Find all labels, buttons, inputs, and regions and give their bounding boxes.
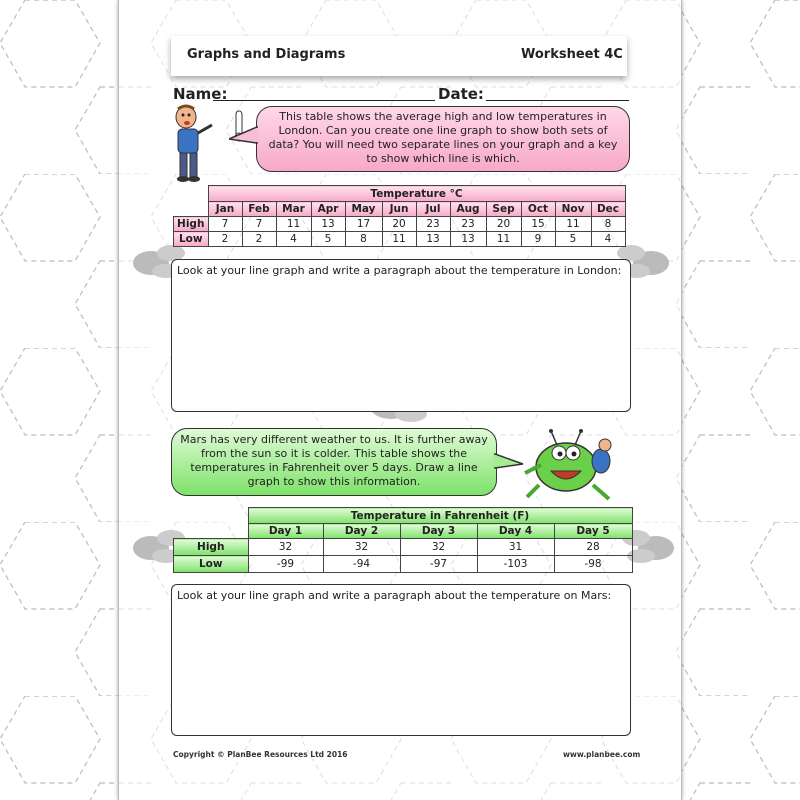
mars-temperature-table <box>173 507 633 573</box>
table-cell: 20 <box>382 217 416 232</box>
worksheet-number: Worksheet 4C <box>521 47 623 62</box>
table-cell: 13 <box>450 232 486 247</box>
date-field[interactable] <box>486 100 629 101</box>
name-label: Name: <box>173 85 228 103</box>
month-header: Feb <box>242 202 276 217</box>
website-text: www.planbee.com <box>563 750 641 759</box>
table-cell: 11 <box>555 217 591 232</box>
prompt-line: Mars has very different weather to us. It is further away <box>180 433 488 446</box>
table-cell: 11 <box>382 232 416 247</box>
copyright-text: Copyright © PlanBee Resources Ltd 2016 <box>173 750 348 759</box>
prompt-line: data? You will need two separate lines on your graph and a key <box>268 138 618 151</box>
mars-answer-box[interactable] <box>171 584 631 736</box>
table-cell: 13 <box>416 232 450 247</box>
prompt-line: temperatures in Fahrenheit over 5 days. Draw a line <box>190 461 478 474</box>
table-cell: 11 <box>276 217 311 232</box>
table-cell: 7 <box>242 217 276 232</box>
month-header: May <box>345 202 382 217</box>
table-cell: 4 <box>276 232 311 247</box>
table-cell: 28 <box>554 539 632 556</box>
month-header: Oct <box>521 202 555 217</box>
table-cell: 23 <box>416 217 450 232</box>
table-cell: -98 <box>554 556 632 573</box>
prompt-line: from the sun so it is colder. This table shows the <box>200 447 468 460</box>
table-row <box>174 539 633 556</box>
table-cell: -103 <box>477 556 554 573</box>
table-cell: 20 <box>486 217 521 232</box>
month-header: Jan <box>208 202 242 217</box>
table-cell: 9 <box>521 232 555 247</box>
table-cell: -94 <box>323 556 400 573</box>
table-cell: 2 <box>208 232 242 247</box>
table-cell: 4 <box>591 232 625 247</box>
table-cell: 17 <box>345 217 382 232</box>
month-header: Sep <box>486 202 521 217</box>
prompt-line: This table shows the average high and low temperatures in <box>279 110 607 123</box>
month-header: Dec <box>591 202 625 217</box>
table-cell: 32 <box>323 539 400 556</box>
date-label: Date: <box>438 85 484 103</box>
table-cell: 32 <box>400 539 477 556</box>
day-header: Day 3 <box>400 524 477 539</box>
green-alien-cartoon-icon <box>521 425 631 505</box>
table-cell: 5 <box>555 232 591 247</box>
table-cell: 32 <box>248 539 323 556</box>
month-header: Jun <box>382 202 416 217</box>
table-cell: 5 <box>311 232 345 247</box>
london-write-prompt: Look at your line graph and write a paragraph about the temperature in London: <box>177 264 622 277</box>
mars-write-prompt: Look at your line graph and write a paragraph about the temperature on Mars: <box>177 589 612 602</box>
worksheet-page <box>118 0 682 800</box>
table-cell: -97 <box>400 556 477 573</box>
table-cell: 8 <box>591 217 625 232</box>
table-cell: 11 <box>486 232 521 247</box>
row-label: High <box>174 217 209 232</box>
table-row <box>174 232 626 247</box>
name-field[interactable] <box>213 100 435 101</box>
month-header: Jul <box>416 202 450 217</box>
row-label: Low <box>174 232 209 247</box>
table-row <box>174 556 633 573</box>
row-label: Low <box>174 556 249 573</box>
london-table-title: Temperature °C <box>208 186 625 202</box>
bubble-tail <box>229 125 259 147</box>
table-cell: 13 <box>311 217 345 232</box>
table-cell: 23 <box>450 217 486 232</box>
row-label: High <box>174 539 249 556</box>
mars-prompt-bubble <box>171 428 497 496</box>
table-cell: 7 <box>208 217 242 232</box>
london-answer-box[interactable] <box>171 259 631 412</box>
table-cell: 15 <box>521 217 555 232</box>
table-cell: 8 <box>345 232 382 247</box>
day-header: Day 4 <box>477 524 554 539</box>
month-header: Nov <box>555 202 591 217</box>
london-prompt-bubble <box>256 106 630 172</box>
month-header: Apr <box>311 202 345 217</box>
table-cell: -99 <box>248 556 323 573</box>
month-header: Mar <box>276 202 311 217</box>
prompt-line: London. Can you create one line graph to show both sets of <box>278 124 608 137</box>
table-cell: 31 <box>477 539 554 556</box>
prompt-line: graph to show this information. <box>247 475 421 488</box>
prompt-line: to show which line is which. <box>366 152 520 165</box>
day-header: Day 1 <box>248 524 323 539</box>
london-temperature-table <box>173 185 626 247</box>
day-header: Day 2 <box>323 524 400 539</box>
day-header: Day 5 <box>554 524 632 539</box>
table-cell: 2 <box>242 232 276 247</box>
worksheet-title: Graphs and Diagrams <box>187 47 346 62</box>
table-row <box>174 217 626 232</box>
month-header: Aug <box>450 202 486 217</box>
mars-table-title: Temperature in Fahrenheit (F) <box>248 508 632 524</box>
